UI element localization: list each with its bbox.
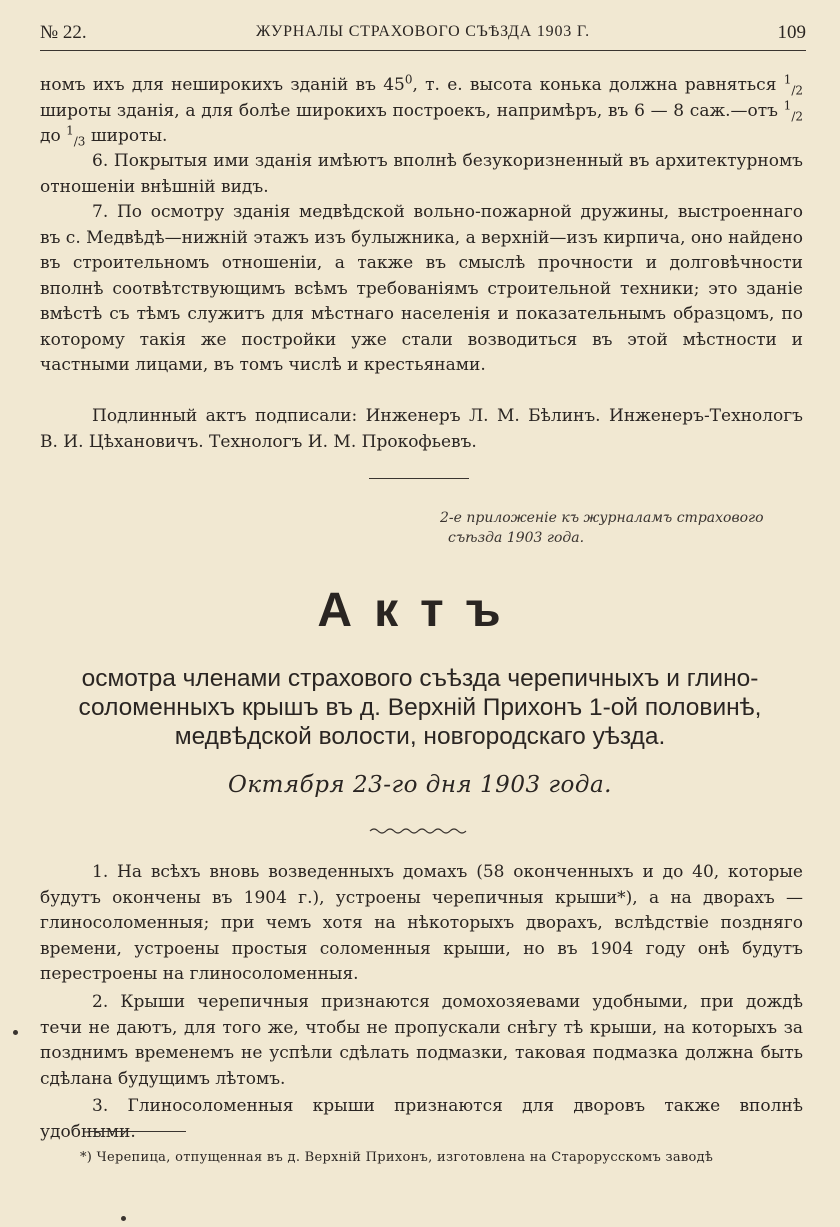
fraction-denominator: /2 — [791, 108, 803, 123]
page-number: 109 — [777, 22, 806, 43]
margin-mark — [13, 1030, 18, 1035]
journal-number: № 22. — [40, 22, 87, 43]
running-header — [40, 20, 806, 51]
fraction-numerator: 1 — [783, 72, 792, 87]
act-title: Актъ — [317, 584, 523, 637]
wavy-ornament — [368, 826, 472, 836]
section-divider — [369, 478, 469, 479]
fraction-numerator: 1 — [783, 97, 792, 112]
running-title: ЖУРНАЛЫ СТРАХОВОГО СЪѢЗДА 1903 Г. — [256, 23, 590, 40]
appendix-line-1: 2-е приложеніе къ журналамъ страхового — [440, 510, 764, 526]
text-fragment: до — [40, 126, 67, 146]
signatures-paragraph: Подлинный актъ подписали: Инженеръ Л. М. Бѣлинъ. Инженеръ-Технологъ В. И. Цѣхановичъ. Технологъ И. М. Прокофьевъ. — [40, 406, 803, 452]
text-fragment: широты. — [85, 126, 168, 146]
act-subtitle — [30, 664, 810, 751]
text-fragment: , т. е. высота конька должна равняться — [412, 75, 784, 95]
appendix-note — [440, 508, 810, 548]
subtitle-line-1: осмотра членами страхового съѣзда черепичныхъ и глино- — [81, 665, 759, 692]
act-paragraph-2: 2. Крыши черепичныя признаются домохозяевами удобными, при дождѣ течи не даютъ, для того же, чтобы не пропускали снѣгу тѣ крыши, на которыхъ за позднимъ временемъ не успѣли сдѣлать подмазки, таковая подмазка должна быть сдѣлана будущимъ лѣтомъ. — [40, 992, 803, 1089]
paragraph-continuation — [40, 73, 803, 150]
degree-sign: 0 — [404, 72, 413, 87]
text-fragment: номъ ихъ для неширокихъ зданій въ 45 — [40, 75, 405, 95]
fraction-denominator: /2 — [791, 83, 804, 98]
act-paragraph-3: 3. Глиносоломенныя крыши признаются для дворовъ также вполнѣ удобными. — [40, 1096, 803, 1142]
act-date: Октября 23-го дня 1903 года. — [228, 772, 612, 798]
paragraph-6: 6. Покрытыя ими зданія имѣютъ вполнѣ безукоризненный въ архитектурномъ отношеніи внѣшній видъ. — [40, 151, 803, 197]
subtitle-line-2: соломенныхъ крышъ въ д. Верхній Прихонъ 1-ой половинѣ, — [78, 694, 762, 721]
footnote-rule — [88, 1131, 186, 1132]
appendix-line-2: съѣзда 1903 года. — [448, 530, 585, 546]
footnote: *) Черепица, отпущенная въ д. Верхній Прихонъ, изготовлена на Старорусскомъ заводѣ — [80, 1150, 714, 1165]
fraction-denominator: /3 — [73, 134, 86, 149]
text-fragment: широты зданія, а для болѣе широкихъ построекъ, напримѣръ, въ 6 — 8 саж.—отъ — [40, 100, 784, 121]
paragraph-7: 7. По осмотру зданія медвѣдской вольно-пожарной дружины, выстроеннаго въ с. Медвѣдѣ—нижній этажъ изъ булыжника, а верхній—изъ кирпича, оно найдено въ строительномъ отношеніи, а также въ смыслѣ прочности и долговѣчности вполнѣ соотвѣтствующимъ всѣмъ требованіямъ строительной техники; это зданіе вмѣстѣ съ тѣмъ служитъ для мѣстнаго населенія и показательнымъ образцомъ, по которому такія же постройки уже стали возводиться въ этой мѣстности и частными лицами, въ томъ числѣ и крестьянами. — [40, 202, 803, 375]
subtitle-line-3: медвѣдской волости, новгородскаго уѣзда. — [174, 723, 666, 750]
margin-mark — [121, 1216, 126, 1221]
act-paragraph-1: 1. На всѣхъ вновь возведенныхъ домахъ (58 оконченныхъ и до 40, которые будутъ окончены въ 1904 г.), устроены черепичныя крыши*), а на дворахъ — глиносоломенныя; при чемъ хотя на нѣкоторыхъ дворахъ, вслѣдствіе поздняго времени, устроены простыя соломенныя крыши, но въ 1904 году онѣ будутъ перестроены на глиносоломенныя. — [40, 862, 803, 984]
fraction-numerator: 1 — [66, 123, 74, 138]
